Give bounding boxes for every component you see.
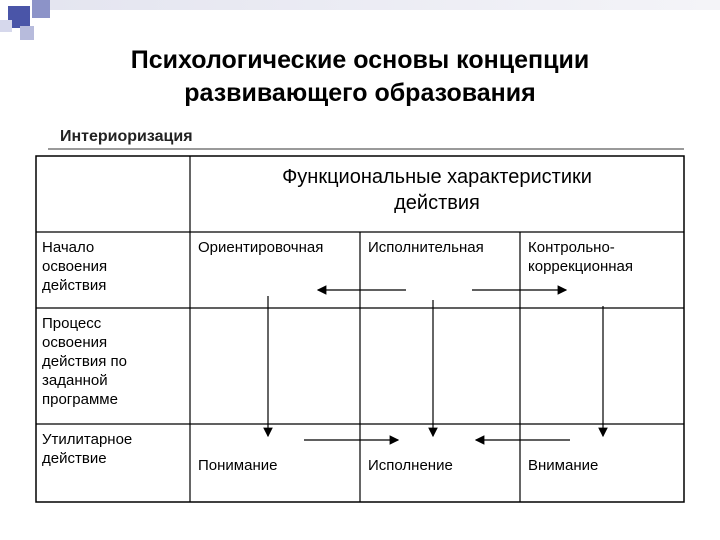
result-execution: Исполнение bbox=[368, 457, 453, 474]
column-orienting: Ориентировочная bbox=[198, 239, 324, 256]
row-label-utilitarian bbox=[42, 430, 132, 468]
row-label-process-line-4: заданной bbox=[42, 372, 108, 389]
table-header-line-1: Функциональные характеристики bbox=[282, 166, 592, 188]
row-label-process-line-2: освоения bbox=[42, 334, 108, 351]
row-label-process-line-1: Процесс bbox=[42, 315, 102, 332]
row-label-start-line-2: освоения bbox=[42, 258, 108, 275]
result-understanding: Понимание bbox=[198, 457, 278, 474]
row-label-process-line-3: действия по bbox=[42, 353, 127, 370]
row-label-utilitarian-line-2: действие bbox=[42, 450, 107, 467]
result-attention: Внимание bbox=[528, 457, 599, 474]
table-header bbox=[190, 164, 684, 216]
row-label-process bbox=[42, 314, 127, 409]
column-control-line-2: коррекционная bbox=[528, 258, 634, 275]
table-header-line-2: действия bbox=[394, 192, 480, 214]
row-label-process-line-5: программе bbox=[42, 391, 118, 408]
slide-subtitle: Интериоризация bbox=[60, 128, 193, 145]
row-label-start bbox=[42, 238, 107, 295]
title-line-1: Психологические основы концепции bbox=[130, 46, 590, 74]
row-label-utilitarian-line-1: Утилитарное bbox=[42, 431, 133, 448]
column-control bbox=[528, 238, 633, 276]
column-control-line-1: Контрольно- bbox=[528, 239, 615, 256]
column-executive: Исполнительная bbox=[368, 239, 484, 256]
row-label-start-line-3: действия bbox=[42, 277, 107, 294]
title-line-2: развивающего образования bbox=[184, 79, 536, 107]
row-label-start-line-1: Начало bbox=[42, 239, 95, 256]
